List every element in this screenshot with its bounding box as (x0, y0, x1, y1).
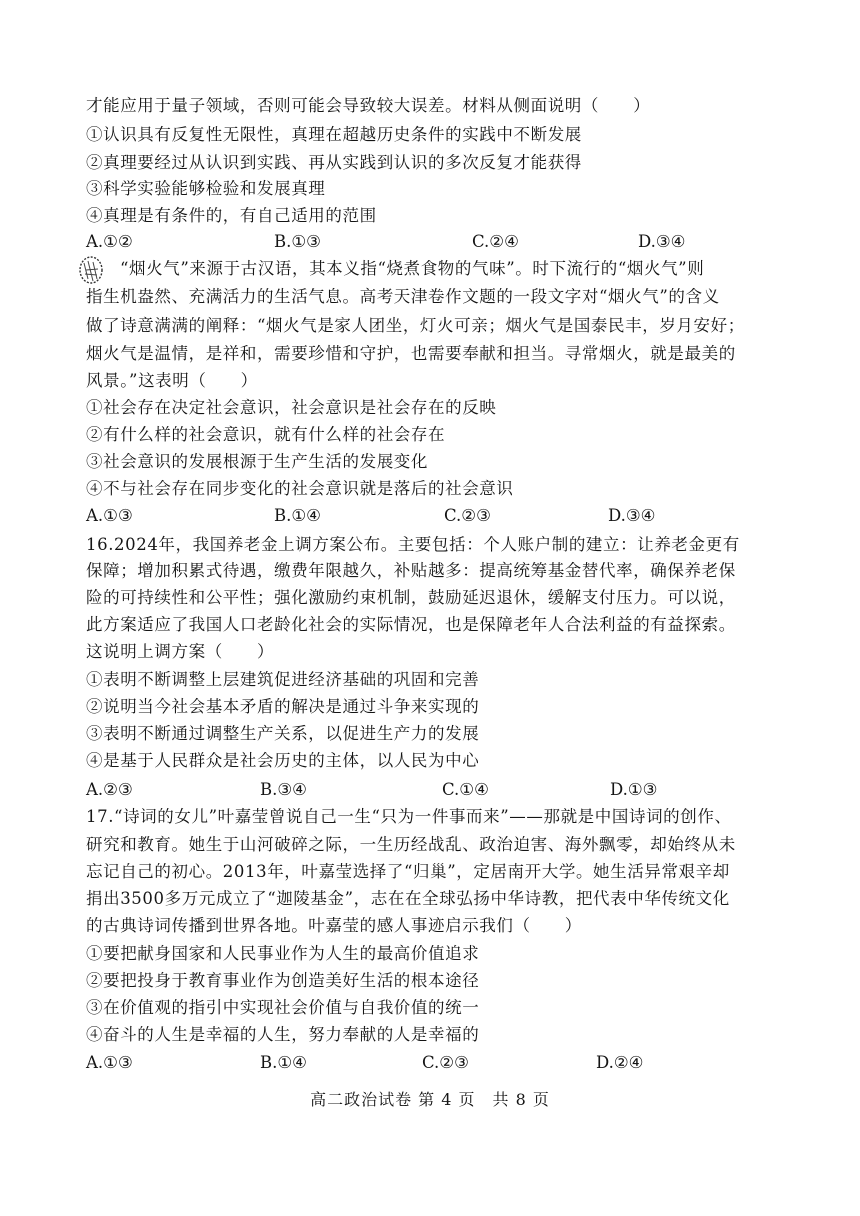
q14-choice-c: C.②④ (472, 232, 519, 251)
q16-option-4: ④是基于人民群众是社会历史的主体，以人民为中心 (86, 751, 480, 770)
q15-choice-c: C.②③ (444, 506, 491, 525)
q17-option-1: ①要把献身国家和人民事业作为人生的最高价值追求 (86, 944, 480, 963)
q16-choice-d: D.①③ (610, 780, 658, 799)
q15-stem-3: 做了诗意满满的阐释：“烟火气是家人团坐，灯火可亲；烟火气是国泰民丰，岁月安好； (86, 316, 745, 335)
q17-stem-3: 忘记自己的初心。2013年，叶嘉莹选择了“归巢”，定居南开大学。她生活异常艰辛却 (86, 862, 730, 881)
q17-stem-2: 研究和教育。她生于山河破碎之际，一生历经战乱、政治迫害、海外飘零，却始终从未 (86, 835, 736, 854)
q17-option-2: ②要把投身于教育事业作为创造美好生活的根本途径 (86, 971, 480, 990)
q16-choice-a: A.②③ (86, 780, 133, 799)
q16-stem-1: 16.2024年，我国养老金上调方案公布。主要包括：个人账户制的建立：让养老金更有 (86, 535, 740, 554)
q17-option-4: ④奋斗的人生是幸福的人生，努力奉献的人是幸福的 (86, 1025, 480, 1044)
q16-option-1: ①表明不断调整上层建筑促进经济基础的巩固和完善 (86, 670, 480, 689)
q17-stem-4: 捐出3500多万元成立了“迦陵基金”，志在在全球弘扬中华诗教，把代表中华传统文化 (86, 889, 730, 908)
q14-choices (86, 232, 786, 252)
q16-option-3: ③表明不断通过调整生产关系，以促进生产力的发展 (86, 724, 480, 743)
q16-choice-c: C.①④ (442, 780, 489, 799)
q17-choice-b: B.①④ (260, 1053, 307, 1072)
q15-choice-a: A.①③ (86, 506, 133, 525)
q14-option-3: ③科学实验能够检验和发展真理 (86, 179, 326, 198)
q14-choice-a: A.①② (86, 232, 133, 251)
q15-option-1: ①社会存在决定社会意识，社会意识是社会存在的反映 (86, 398, 497, 417)
q16-stem-2: 保障；增加积累式待遇，缴费年限越久，补贴越多：提高统筹基金替代率，确保养老保 (86, 561, 736, 580)
q15-stem-2: 指生机盎然、充满活力的生活气息。高考天津卷作文题的一段文字对“烟火气”的含义 (86, 287, 720, 306)
q15-stem-1: “烟火气”来源于古汉语，其本义指“烧煮食物的气味”。时下流行的“烟火气”则 (120, 259, 705, 278)
q14-stem-end: 才能应用于量子领域，否则可能会导致较大误差。材料从侧面说明（ ） (86, 96, 651, 115)
q17-stem-1: 17.“诗词的女儿”叶嘉莹曾说自己一生“只为一件事而来”——那就是中国诗词的创作、 (86, 807, 732, 826)
q14-option-1: ①认识具有反复性无限性，真理在超越历史条件的实践中不断发展 (86, 125, 582, 144)
q15-number-smudge-icon (78, 255, 104, 285)
q16-option-2: ②说明当今社会基本矛盾的解决是通过斗争来实现的 (86, 697, 480, 716)
q15-option-4: ④不与社会存在同步变化的社会意识就是落后的社会意识 (86, 479, 514, 498)
q16-stem-4: 此方案适应了我国人口老龄化社会的实际情况，也是保障老年人合法利益的有益探索。 (86, 615, 736, 634)
q15-choice-d: D.③④ (608, 506, 656, 525)
q16-stem-5: 这说明上调方案（ ） (86, 642, 275, 661)
q15-stem-4: 烟火气是温情，是祥和，需要珍惜和守护，也需要奉献和担当。寻常烟火，就是最美的 (86, 344, 736, 363)
q17-option-3: ③在价值观的指引中实现社会价值与自我价值的统一 (86, 998, 480, 1017)
q17-stem-5: 的古典诗词传播到世界各地。叶嘉莹的感人事迹启示我们（ ） (86, 916, 582, 935)
q15-option-2: ②有什么样的社会意识，就有什么样的社会存在 (86, 425, 446, 444)
q17-choices (86, 1053, 786, 1073)
q14-choice-d: D.③④ (638, 232, 686, 251)
q17-choice-d: D.②④ (596, 1053, 644, 1072)
q14-option-4: ④真理是有条件的，有自己适用的范围 (86, 206, 377, 225)
q15-stem-5: 风景。”这表明（ ） (86, 371, 258, 390)
q16-stem-3: 险的可持续性和公平性；强化激励约束机制，鼓励延迟退休，缓解支付压力。可以说， (86, 588, 736, 607)
page-footer: 高二政治试卷 第 4 页 共 8 页 (310, 1090, 550, 1109)
q15-option-3: ③社会意识的发展根源于生产生活的发展变化 (86, 452, 428, 471)
q16-choice-b: B.③④ (260, 780, 307, 799)
q14-option-2: ②真理要经过从认识到实践、再从实践到认识的多次反复才能获得 (86, 153, 582, 172)
q17-choice-c: C.②③ (422, 1053, 469, 1072)
q16-choices (86, 780, 786, 800)
q14-choice-b: B.①③ (274, 232, 321, 251)
q15-choices (86, 506, 786, 526)
q15-choice-b: B.①④ (274, 506, 321, 525)
q17-choice-a: A.①③ (86, 1053, 133, 1072)
